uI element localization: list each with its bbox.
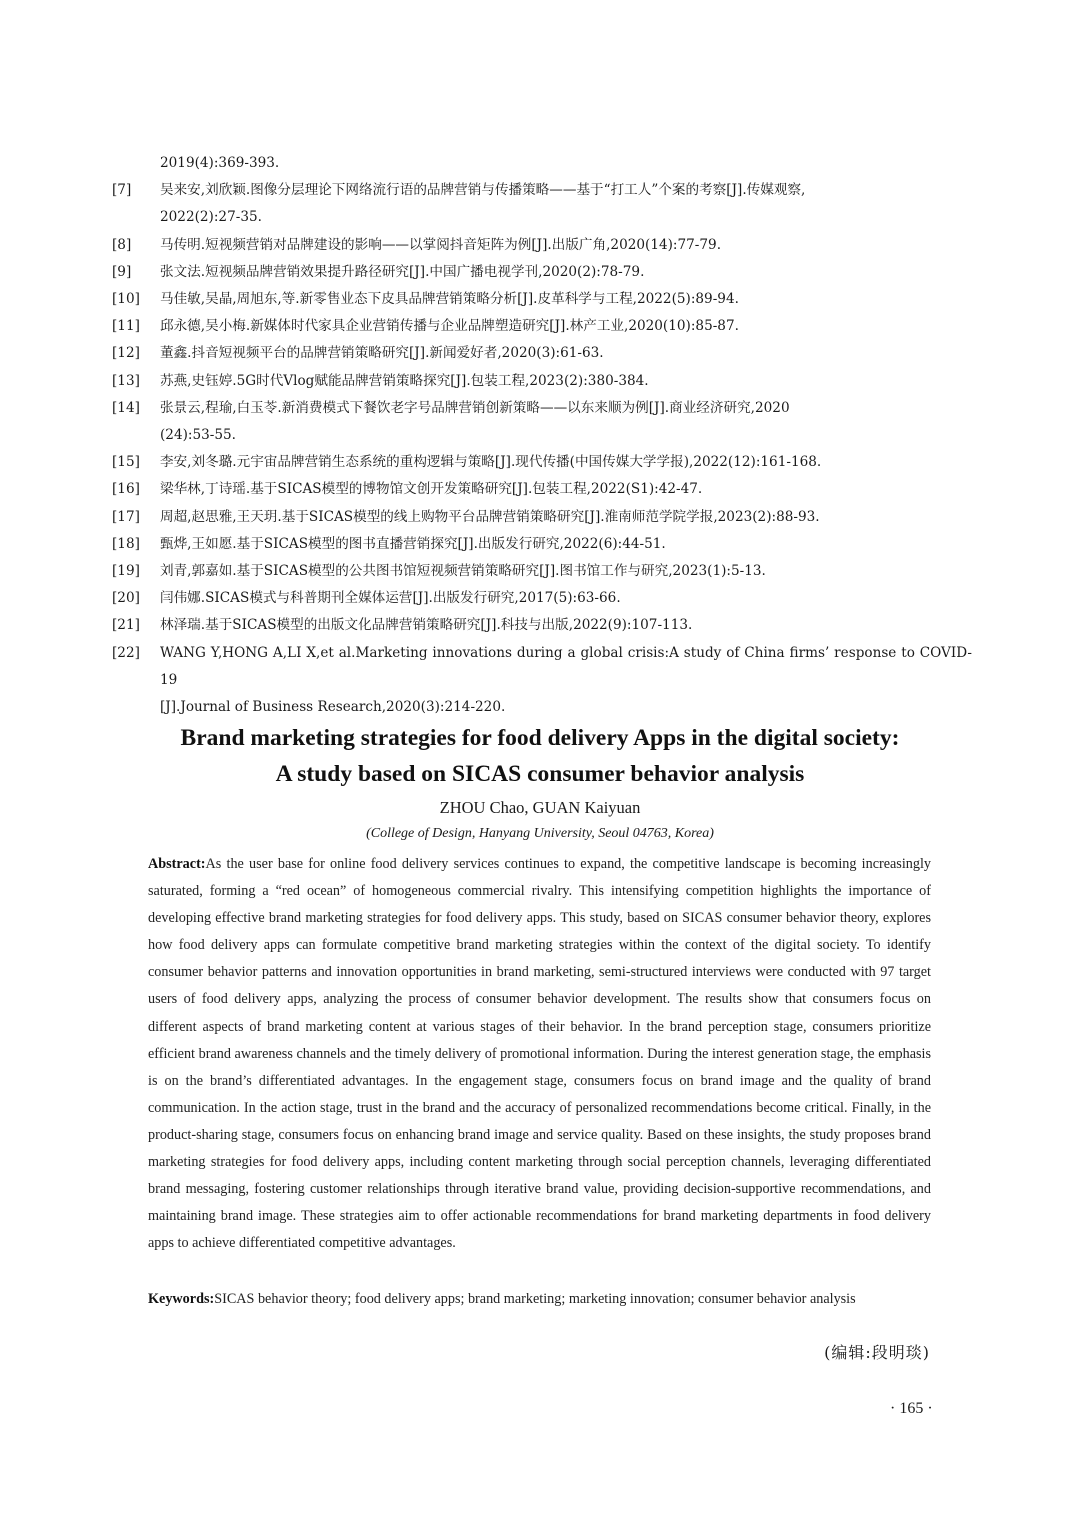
- editor-note: (编辑:段明琰): [824, 1343, 930, 1362]
- reference-text: 李安,刘冬璐.元宇宙品牌营销生态系统的重构逻辑与策略[J].现代传播(中国传媒大学学报),2022(12):161-168.: [160, 454, 822, 471]
- keywords: [148, 1286, 931, 1313]
- reference-text: 马佳敏,吴晶,周旭东,等.新零售业态下皮具品牌营销策略分析[J].皮革科学与工程,2022(5):89-94.: [160, 291, 739, 308]
- reference-item: [112, 558, 972, 585]
- reference-text: 张文法.短视频品牌营销效果提升路径研究[J].中国广播电视学刊,2020(2):78-79.: [160, 263, 645, 280]
- reference-item: [112, 640, 972, 694]
- reference-number: [19]: [112, 563, 140, 580]
- reference-item: [112, 177, 972, 204]
- affiliation: (College of Design, Hanyang University, Seoul 04763, Korea): [366, 826, 714, 841]
- reference-list: [112, 150, 972, 721]
- reference-text: 林泽瑞.基于SICAS模型的出版文化品牌营销策略研究[J].科技与出版,2022(9):107-113.: [160, 617, 693, 634]
- reference-number: [9]: [112, 263, 132, 280]
- reference-item: [112, 449, 972, 476]
- authors: ZHOU Chao, GUAN Kaiyuan: [439, 798, 641, 817]
- reference-item: [112, 259, 972, 286]
- reference-item: [112, 313, 972, 340]
- keywords-label: Keywords:: [148, 1291, 215, 1307]
- reference-text: 甄烨,王如愿.基于SICAS模型的图书直播营销探究[J].出版发行研究,2022(6):44-51.: [160, 535, 666, 552]
- reference-text: 苏燕,史钰婷.5G时代Vlog赋能品牌营销策略探究[J].包装工程,2023(2):380-384.: [160, 372, 649, 389]
- reference-text: WANG Y,HONG A,LI X,et al.Marketing innovations during a global crisis:A study of China firms’ response to COVID-19: [160, 644, 972, 688]
- reference-number: [17]: [112, 508, 140, 525]
- english-title-line1: Brand marketing strategies for food delivery Apps in the digital society:: [180, 725, 900, 751]
- page-number: · 165 ·: [890, 1400, 933, 1417]
- reference-item: [112, 476, 972, 503]
- reference-number: [13]: [112, 372, 140, 389]
- abstract-text: As the user base for online food delivery services continues to expand, the competitive landscape is becoming increasingly saturated, forming a “red ocean” of homogeneous commercial rivalry. This intensifying competition highlights the importance of developing effective brand marketing strategies for food delivery apps. This study, based on SICAS consumer behavior theory, explores how food delivery apps can formulate competitive brand marketing strategies within the context of the digital society. To identify consumer behavior patterns and innovation opportunities in brand marketing, semi-structured interviews were conducted with 97 target users of food delivery apps, analyzing the process of consumer behavior development. The results show that consumers focus on different aspects of brand marketing content at various stages of their behavior. In the brand perception stage, consumers prioritize efficient brand awareness channels and the timely delivery of promotional information. During the interest generation stage, the emphasis is on the brand’s differentiated advantages. In the engagement stage, consumers focus on brand image and the quality of brand communication. In the action stage, trust in the brand and the accuracy of personalized recommendations become critical. Finally, in the product-sharing stage, consumers focus on enhancing brand image and service quality. Based on these insights, the study proposes brand marketing strategies for food delivery apps, including content marketing through social perception channels, leveraging differentiated brand messaging, fostering customer relationships through iterative brand value, providing decision-supportive recommendations, and maintaining brand image. These strategies aim to offer actionable recommendations for brand marketing departments in food delivery apps to achieve differentiated competitive advantages.: [148, 856, 931, 1252]
- reference-number: [8]: [112, 236, 132, 253]
- reference-number: [20]: [112, 590, 140, 607]
- reference-item: [112, 504, 972, 531]
- english-title-line2: A study based on SICAS consumer behavior analysis: [275, 761, 805, 787]
- reference-text: 刘青,郭嘉如.基于SICAS模型的公共图书馆短视频营销策略研究[J].图书馆工作与研究,2023(1):5-13.: [160, 563, 766, 580]
- reference-continuation: (24):53-55.: [160, 427, 236, 444]
- reference-text: 邱永德,吴小梅.新媒体时代家具企业营销传播与企业品牌塑造研究[J].林产工业,2020(10):85-87.: [160, 318, 739, 335]
- reference-number: [15]: [112, 454, 140, 471]
- reference-continuation: 2022(2):27-35.: [160, 209, 262, 226]
- reference-number: [14]: [112, 399, 140, 416]
- reference-item: [112, 286, 972, 313]
- reference-text: 吴来安,刘欣颖.图像分层理论下网络流行语的品牌营销与传播策略——基于“打工人”个案的考察[J].传媒观察,: [160, 182, 806, 199]
- reference-text: 马传明.短视频营销对品牌建设的影响——以掌阅抖音矩阵为例[J].出版广角,2020(14):77-79.: [160, 236, 722, 253]
- reference-text: 董鑫.抖音短视频平台的品牌营销策略研究[J].新闻爱好者,2020(3):61-63.: [160, 345, 604, 362]
- reference-continuation: [J].Journal of Business Research,2020(3):214-220.: [160, 699, 506, 716]
- reference-item: [112, 612, 972, 639]
- abstract-label: Abstract:: [148, 856, 206, 872]
- reference-number: [18]: [112, 535, 140, 552]
- reference-item: [112, 585, 972, 612]
- reference-number: [22]: [112, 644, 140, 661]
- reference-text: 张景云,程瑜,白玉苓.新消费模式下餐饮老字号品牌营销创新策略——以东来顺为例[J].商业经济研究,2020: [160, 399, 790, 416]
- reference-text: 梁华林,丁诗瑶.基于SICAS模型的博物馆文创开发策略研究[J].包装工程,2022(S1):42-47.: [160, 481, 703, 498]
- abstract: [148, 851, 931, 1257]
- reference-number: [21]: [112, 617, 140, 634]
- reference-number: [11]: [112, 318, 140, 335]
- reference-text: 周超,赵思雅,王天玥.基于SICAS模型的线上购物平台品牌营销策略研究[J].淮南师范学院学报,2023(2):88-93.: [160, 508, 820, 525]
- reference-number: [16]: [112, 481, 140, 498]
- reference-text: 闫伟娜.SICAS模式与科普期刊全媒体运营[J].出版发行研究,2017(5):63-66.: [160, 590, 621, 607]
- reference-number: [12]: [112, 345, 140, 362]
- reference-number: [10]: [112, 291, 140, 308]
- reference-number: [7]: [112, 182, 132, 199]
- keywords-text: SICAS behavior theory; food delivery apps; brand marketing; marketing innovation; consumer behavior analysis: [214, 1291, 856, 1307]
- reference-item: [112, 340, 972, 367]
- reference-item: [112, 531, 972, 558]
- reference-continuation: 2019(4):369-393.: [160, 155, 280, 171]
- reference-item: [112, 368, 972, 395]
- reference-item: [112, 232, 972, 259]
- reference-item: [112, 395, 972, 422]
